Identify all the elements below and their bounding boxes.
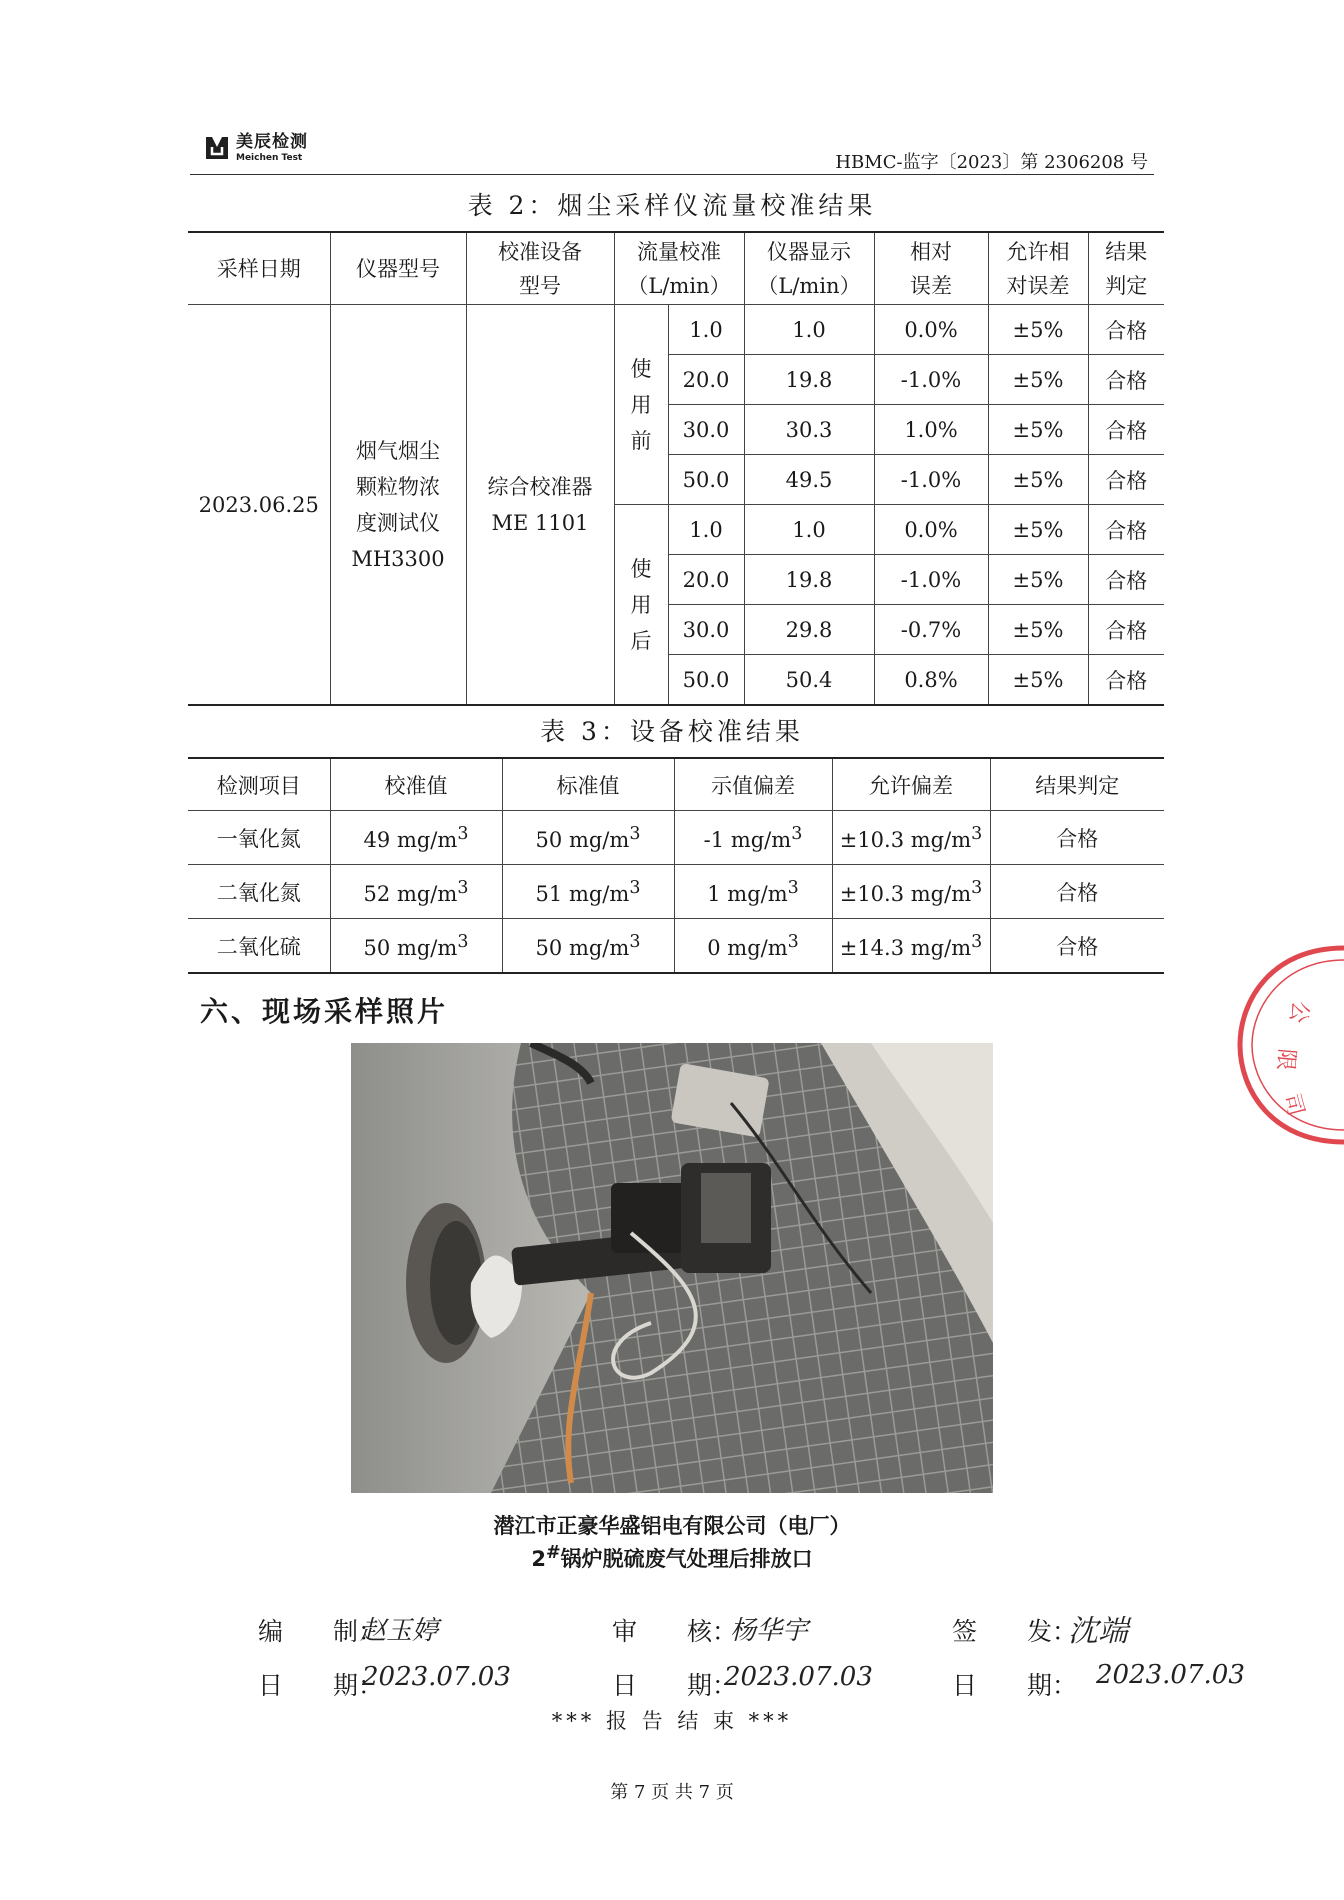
header-cell: 仪器型号 bbox=[330, 232, 466, 305]
header-cell: 检测项目 bbox=[188, 758, 330, 811]
display-cell: 50.4 bbox=[744, 655, 874, 706]
allow-cell: ±14.3 $mg/m^3$ bbox=[832, 919, 990, 974]
result-cell: 合格 bbox=[1088, 405, 1164, 455]
flow-cell: 20.0 bbox=[668, 555, 744, 605]
dev-cell: 0 $mg/m^3$ bbox=[674, 919, 832, 974]
review-date-label: 日 期： bbox=[612, 1671, 738, 1700]
logo-name-en: Meichen Test bbox=[236, 152, 303, 163]
table-header-row bbox=[188, 232, 1164, 305]
company-logo bbox=[204, 128, 344, 168]
svg-text:公: 公 bbox=[1284, 998, 1313, 1025]
dev-cell: -1 $mg/m^3$ bbox=[674, 811, 832, 865]
error-cell: -1.0% bbox=[874, 555, 988, 605]
cal-cell: 52 $mg/m^3$ bbox=[330, 865, 502, 919]
edit-signature: 赵玉婷 bbox=[360, 1616, 439, 1646]
item-cell: 一氧化氮 bbox=[188, 811, 330, 865]
photo-caption-company: 潜江市正豪华盛铝电有限公司（电厂） bbox=[493, 1514, 851, 1538]
dev-cell: 1 $mg/m^3$ bbox=[674, 865, 832, 919]
result-cell: 合格 bbox=[1088, 605, 1164, 655]
flow-cell: 50.0 bbox=[668, 655, 744, 706]
sampling-date: 2023.06.25 bbox=[188, 305, 330, 706]
flow-cell: 1.0 bbox=[668, 505, 744, 555]
header-cell: 流量校准 （L/min） bbox=[614, 232, 744, 305]
flow-cell: 20.0 bbox=[668, 355, 744, 405]
page-number: 第 7 页 共 7 页 bbox=[610, 1782, 734, 1803]
allow-cell: ±5% bbox=[988, 405, 1088, 455]
result-cell: 合格 bbox=[1088, 355, 1164, 405]
flow-cell: 50.0 bbox=[668, 455, 744, 505]
allow-cell: ±5% bbox=[988, 505, 1088, 555]
photo-illustration bbox=[351, 1043, 993, 1493]
cal-cell: 50 $mg/m^3$ bbox=[330, 919, 502, 974]
logo-name-cn: 美辰检测 bbox=[236, 131, 308, 152]
header-divider bbox=[190, 174, 1154, 175]
allow-cell: ±5% bbox=[988, 655, 1088, 706]
header-cell: 相对 误差 bbox=[874, 232, 988, 305]
group-label-after: 使 用 后 bbox=[614, 505, 668, 706]
result-cell: 合格 bbox=[990, 865, 1164, 919]
report-number: HBMC-监字〔2023〕第 2306208 号 bbox=[835, 152, 1148, 173]
calibrator-model: 综合校准器 ME 1101 bbox=[466, 305, 614, 706]
table2-title: 表 2：烟尘采样仪流量校准结果 bbox=[467, 191, 877, 220]
table-row bbox=[188, 305, 1164, 355]
review-label: 审 核： bbox=[612, 1617, 738, 1646]
group-label-before: 使 用 前 bbox=[614, 305, 668, 505]
header-cell: 示值偏差 bbox=[674, 758, 832, 811]
flow-cell: 30.0 bbox=[668, 605, 744, 655]
allow-cell: ±5% bbox=[988, 555, 1088, 605]
item-cell: 二氧化氮 bbox=[188, 865, 330, 919]
edit-date-label: 日 期： bbox=[258, 1671, 384, 1700]
table-row bbox=[188, 919, 1164, 974]
header-cell: 采样日期 bbox=[188, 232, 330, 305]
allow-cell: ±10.3 $mg/m^3$ bbox=[832, 811, 990, 865]
edit-label: 编 制： bbox=[258, 1617, 384, 1646]
svg-text:限: 限 bbox=[1272, 1047, 1299, 1072]
std-cell: 50 $mg/m^3$ bbox=[502, 919, 674, 974]
table-row bbox=[188, 865, 1164, 919]
equipment-calibration-table bbox=[188, 757, 1164, 974]
review-signature: 杨华宇 bbox=[730, 1616, 809, 1646]
result-cell: 合格 bbox=[1088, 655, 1164, 706]
result-cell: 合格 bbox=[1088, 555, 1164, 605]
header-cell: 仪器显示 （L/min） bbox=[744, 232, 874, 305]
display-cell: 19.8 bbox=[744, 555, 874, 605]
result-cell: 合格 bbox=[990, 811, 1164, 865]
header-cell: 允许偏差 bbox=[832, 758, 990, 811]
site-sampling-photo bbox=[351, 1043, 993, 1493]
svg-text:司: 司 bbox=[1278, 1091, 1309, 1119]
item-cell: 二氧化硫 bbox=[188, 919, 330, 974]
instrument-model: 烟气烟尘 颗粒物浓 度测试仪 MH3300 bbox=[330, 305, 466, 706]
edit-date: 2023.07.03 bbox=[362, 1662, 511, 1692]
error-cell: 1.0% bbox=[874, 405, 988, 455]
table-header-row bbox=[188, 758, 1164, 811]
issue-signature: 沈端 bbox=[1068, 1614, 1128, 1649]
error-cell: 0.0% bbox=[874, 505, 988, 555]
issue-date-label: 日 期： bbox=[952, 1671, 1078, 1700]
std-cell: 50 $mg/m^3$ bbox=[502, 811, 674, 865]
flow-cell: 30.0 bbox=[668, 405, 744, 455]
std-cell: 51 $mg/m^3$ bbox=[502, 865, 674, 919]
display-cell: 1.0 bbox=[744, 505, 874, 555]
photo-caption-location: 2#锅炉脱硫废气处理后排放口 bbox=[531, 1543, 813, 1571]
review-date: 2023.07.03 bbox=[724, 1662, 873, 1692]
result-cell: 合格 bbox=[1088, 305, 1164, 355]
flow-cell: 1.0 bbox=[668, 305, 744, 355]
section-title: 六、现场采样照片 bbox=[200, 995, 449, 1028]
header-cell: 允许相 对误差 bbox=[988, 232, 1088, 305]
header-cell: 校准设备 型号 bbox=[466, 232, 614, 305]
flow-calibration-table bbox=[188, 231, 1164, 706]
display-cell: 49.5 bbox=[744, 455, 874, 505]
display-cell: 29.8 bbox=[744, 605, 874, 655]
display-cell: 1.0 bbox=[744, 305, 874, 355]
result-cell: 合格 bbox=[990, 919, 1164, 974]
report-end-mark: *** 报 告 结 束 *** bbox=[551, 1709, 793, 1733]
allow-cell: ±5% bbox=[988, 455, 1088, 505]
header-cell: 标准值 bbox=[502, 758, 674, 811]
error-cell: -1.0% bbox=[874, 355, 988, 405]
result-cell: 合格 bbox=[1088, 505, 1164, 555]
cal-cell: 49 $mg/m^3$ bbox=[330, 811, 502, 865]
official-seal bbox=[1232, 940, 1344, 1150]
header-cell: 结果判定 bbox=[990, 758, 1164, 811]
error-cell: -0.7% bbox=[874, 605, 988, 655]
header-cell: 校准值 bbox=[330, 758, 502, 811]
allow-cell: ±5% bbox=[988, 305, 1088, 355]
result-cell: 合格 bbox=[1088, 455, 1164, 505]
issue-label: 签 发： bbox=[952, 1617, 1078, 1646]
header-cell: 结果 判定 bbox=[1088, 232, 1164, 305]
error-cell: 0.0% bbox=[874, 305, 988, 355]
display-cell: 19.8 bbox=[744, 355, 874, 405]
allow-cell: ±10.3 $mg/m^3$ bbox=[832, 865, 990, 919]
issue-date: 2023.07.03 bbox=[1096, 1660, 1245, 1690]
table-row bbox=[188, 811, 1164, 865]
display-cell: 30.3 bbox=[744, 405, 874, 455]
allow-cell: ±5% bbox=[988, 355, 1088, 405]
error-cell: -1.0% bbox=[874, 455, 988, 505]
logo-icon bbox=[204, 133, 230, 163]
error-cell: 0.8% bbox=[874, 655, 988, 706]
table3-title: 表 3：设备校准结果 bbox=[540, 717, 804, 746]
allow-cell: ±5% bbox=[988, 605, 1088, 655]
